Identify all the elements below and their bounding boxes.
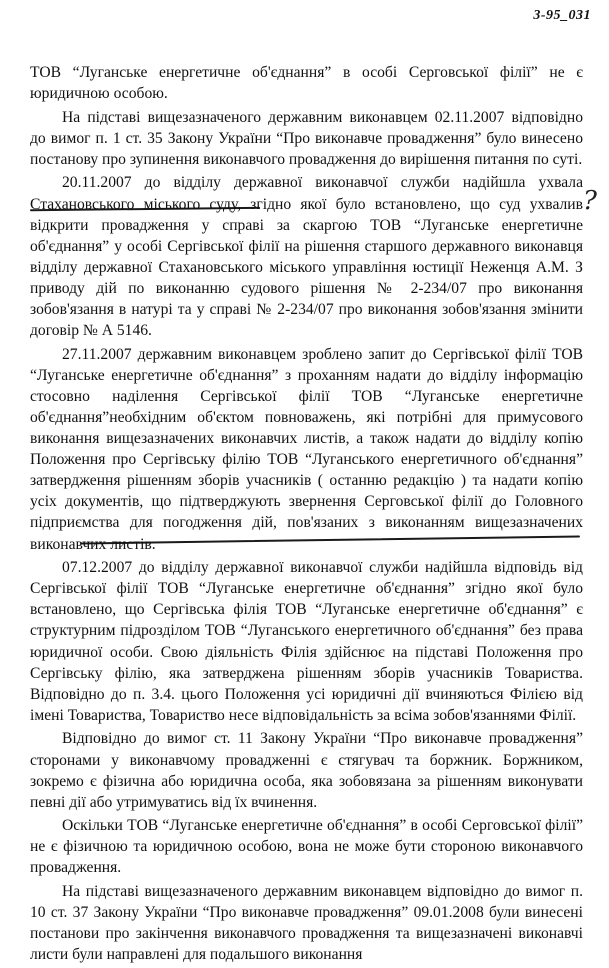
document-reference-number: 3-95_031 <box>533 8 591 23</box>
paragraph: На підставі вищезазначеного державним виконавцем відповідно до вимог п. 10 ст. 37 Закону України “Про виконавче провадження” 09.01.2008 були винесені постанови про закінчення виконавчого провадження та вищезазначені виконавчі листи були направлені для подальшого виконання <box>30 883 583 964</box>
paragraph: 07.12.2007 до відділу державної виконавчої служби надійшла відповідь від Сергівської філії ТОВ “Луганське енергетичне об'єднання” згідно якої було встановлено, що Сергівська філія ТОВ “Луганське енергетичне об'єднання” є структурним підрозділом ТОВ “Луганського енергетичного об'єднання” без права юридичної особи. Свою діяльність Філія здійснює на підставі Положення про Сергівську філію, яка затверджена рішенням зборів учасників Товариства. Відповідно до п. 3.4. цього Положення усі юридичні дії вчиняються Філією від імені Товариства, Товариство несе відповідальність за всіма зобов'язаннями Філії. <box>30 559 583 724</box>
paragraph: ТОВ “Луганське енергетичне об'єднання” в особі Серговської філії” не є юридичною особою. <box>30 64 583 103</box>
paragraph: Відповідно до вимог ст. 11 Закону України “Про виконавче провадження” сторонами у виконавчому провадженні є стягувач та боржник. Боржником, зокремо є фізична або юридична особа, яка зобовязана за рішенням виконувати певні дії або утримуватись від їх вчинення. <box>30 730 583 811</box>
paragraph: 27.11.2007 державним виконавцем зроблено запит до Сергівської філії ТОВ “Луганське енергетичне об'єднання” з проханням надати до відділу інформацію стосовно наділення Сергівської філії ТОВ “Луганське енергетичне об'єднання”необхідним об'єктом повноважень, які потрібні для примусового виконання вищезазначених виконавчих листів, а також надати до відділу копію Положення про Сергівську філію ТОВ “Луганського енергетичного об'єднання” затвердження рішенням зборів учасників ( останню редакцію ) та надати копію усіх документів, що підтверджують звернення Серговської філії до Головного підприємства для погодження дій, пов'язаних з виконанням вищезазначених виконавчих листів. <box>30 345 583 553</box>
paragraph: Оскільки ТОВ “Луганське енергетичне об'єднання” в особі Серговської філії” не є фізичною та юридичною особою, вона не може бути стороною виконавчого провадження. <box>30 817 583 877</box>
paragraph: 20.11.2007 до відділу державної виконавчої служби надійшла ухвала Стахановського міського суду, згідно якої було встановлено, що суд ухвалив відкрити провадження у справі за скаргою ТОВ “Луганське енергетичне об'єднання” у особі Сергівської філії на рішення старшого державного виконавця відділу державної Стахановського міського управління юстиції Неженця А.М. З приводу дій по виконанню судового рішення № 2-234/07 про виконання зобов'язання в натурі та у справі № 2-234/07 про виконання зобов'язання змінити договір № А 5146. <box>30 174 583 340</box>
handwritten-question-mark: ? <box>583 186 597 216</box>
paragraph: На підставі вищезазначеного державним виконавцем 02.11.2007 відповідно до вимог п. 1 ст. 35 Закону України “Про виконавче провадження” було винесено постанову про зупинення виконавчого провадження до вирішення питання по суті. <box>30 108 583 168</box>
document-body <box>30 62 583 968</box>
